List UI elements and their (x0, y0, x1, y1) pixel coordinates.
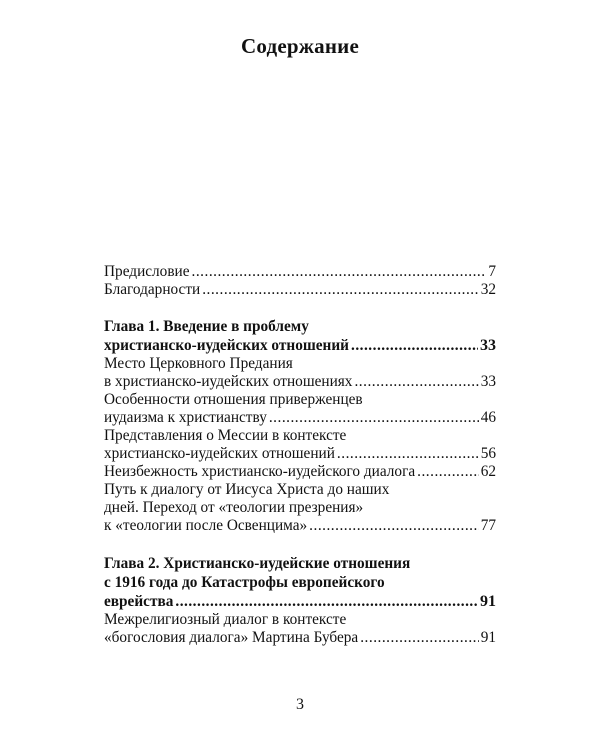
dot-leader (309, 517, 479, 535)
dot-leader (269, 409, 479, 427)
chapter-title-line (104, 336, 496, 355)
toc-page-number: 56 (480, 445, 496, 462)
dot-leader (337, 445, 479, 463)
toc-page-number: 33 (480, 337, 496, 354)
section-title-line: Особенности отношения приверженцев (104, 391, 363, 408)
dot-leader (192, 263, 487, 281)
toc-section-1-4 (104, 463, 496, 481)
section-title-text: Неизбежность христианско-иудейского диалога (104, 463, 416, 480)
page-number: 3 (296, 696, 304, 713)
section-title-text: иудаизма к христианству (104, 409, 267, 426)
toc-section-1-1 (104, 355, 496, 391)
dot-leader (202, 281, 479, 299)
toc-page-number: 7 (488, 263, 496, 280)
section-title-line: Межрелигиозный диалог в контексте (104, 611, 347, 628)
toc-section-1-2 (104, 391, 496, 427)
toc-page-number: 91 (480, 593, 496, 610)
chapter-title-line (104, 592, 496, 611)
dot-leader (417, 463, 479, 481)
section-title-text: христианско-иудейских отношений (104, 445, 335, 462)
dot-leader (360, 629, 478, 647)
toc-entry-preface (104, 263, 496, 281)
section-title-line (104, 409, 496, 427)
dot-leader (354, 373, 478, 391)
section-title-text: в христианско-иудейских отношениях (104, 373, 353, 390)
section-title-line (104, 517, 496, 535)
toc-entry-thanks (104, 281, 496, 299)
section-title-line: дней. Переход от «теологии презрения» (104, 499, 364, 516)
toc-section-1-5 (104, 481, 496, 535)
toc-chapter-2 (104, 554, 496, 611)
section-title-text: к «теологии после Освенцима» (104, 517, 308, 534)
page-title: Содержание (241, 34, 359, 58)
toc-page-number: 46 (480, 409, 496, 426)
section-title-line: Место Церковного Предания (104, 355, 293, 372)
toc-chapter-1 (104, 317, 496, 355)
toc-entry-text: Предисловие (104, 263, 190, 280)
chapter-title-line: Глава 2. Христианско-иудейские отношения (104, 555, 411, 572)
chapter-title-line: с 1916 года до Катастрофы европейского (104, 574, 385, 591)
toc-section-1-3 (104, 427, 496, 463)
chapter-title-text: христианско-иудейских отношений (104, 337, 349, 354)
dot-leader (175, 592, 478, 611)
toc-page-number: 62 (480, 463, 496, 480)
toc-page-number: 32 (480, 281, 496, 298)
toc-page-number: 77 (480, 517, 496, 534)
table-of-contents (104, 263, 496, 647)
section-title-text: «богословия диалога» Мартина Бубера (104, 629, 359, 646)
dot-leader (351, 336, 478, 355)
section-title-line: Представления о Мессии в контексте (104, 427, 347, 444)
section-title-line (104, 463, 496, 481)
toc-section-2-1 (104, 611, 496, 647)
toc-page-number: 33 (480, 373, 496, 390)
chapter-title-line: Глава 1. Введение в проблему (104, 318, 309, 335)
toc-page-number: 91 (480, 629, 496, 646)
section-title-line (104, 373, 496, 391)
section-title-line: Путь к диалогу от Иисуса Христа до наших (104, 481, 390, 498)
toc-entry-text: Благодарности (104, 281, 201, 298)
section-title-line (104, 445, 496, 463)
section-title-line (104, 629, 496, 647)
chapter-title-text: еврейства (104, 593, 174, 610)
